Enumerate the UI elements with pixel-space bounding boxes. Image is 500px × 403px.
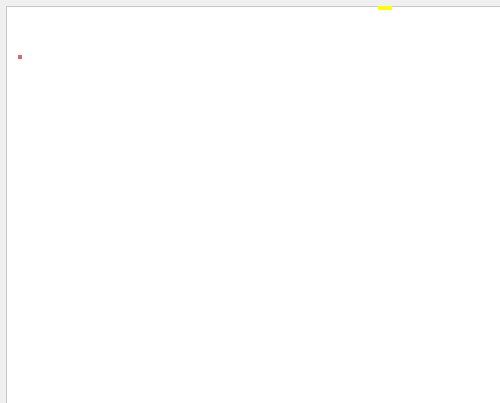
months-header-row (7, 11, 500, 15)
tax-code-input[interactable] (378, 6, 392, 10)
row-header-strip (0, 0, 7, 403)
red-marker (18, 55, 22, 59)
column-header-strip (6, 0, 500, 7)
